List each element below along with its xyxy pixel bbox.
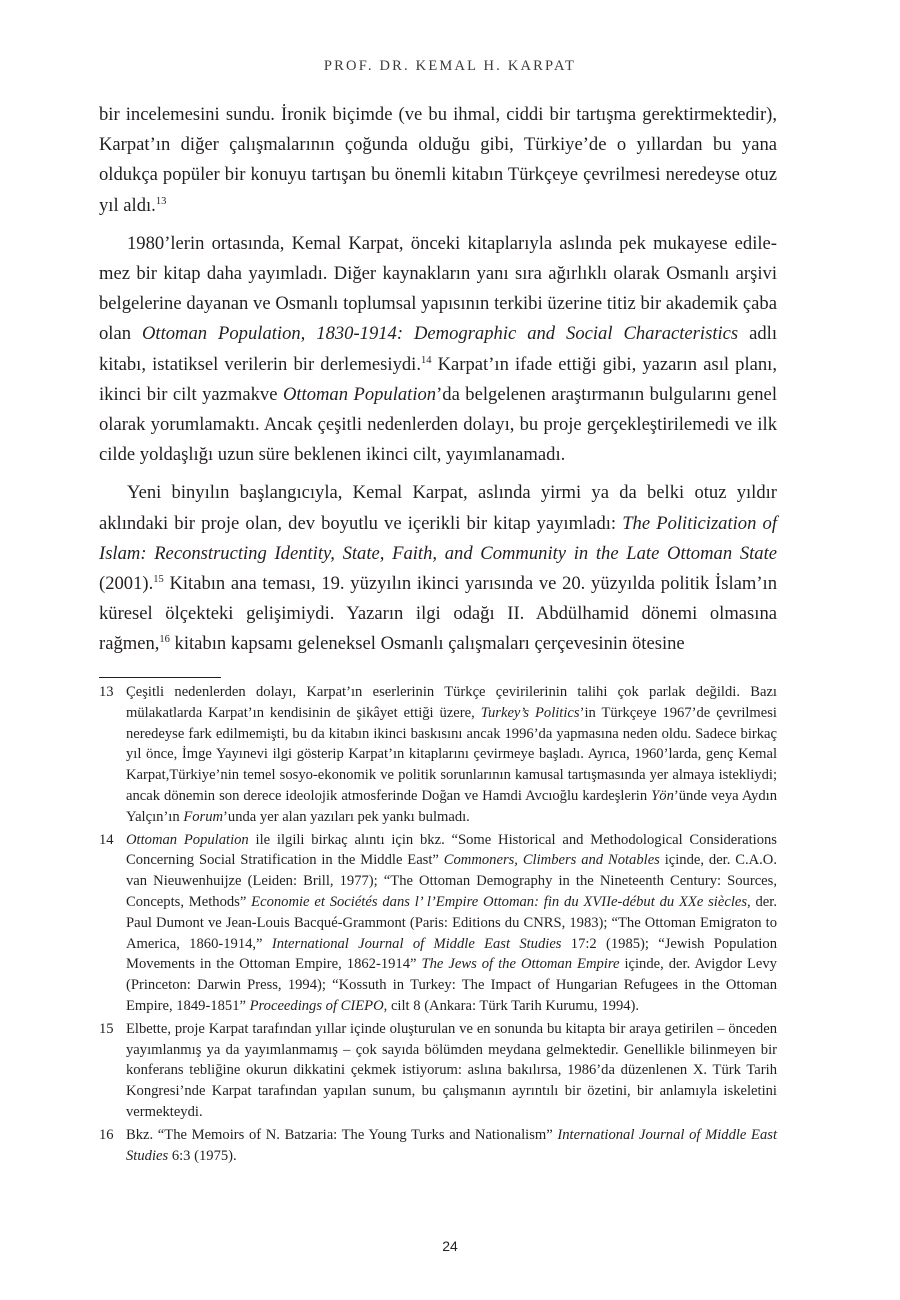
footnote-number: 14 [99, 831, 114, 848]
cited-title: International Journal of Middle East Studies [126, 1126, 778, 1164]
cited-title: Commoners, Climbers and Notables [443, 852, 660, 869]
paragraph-1 [99, 100, 777, 221]
footnote-segment: ’unda yer alan yazıları pek yankı bulmadı. [223, 808, 470, 825]
footnote-segment: Bkz. “The Memoirs of N. Batzaria: The Young Turks and Nationalism” [126, 1126, 558, 1143]
footnote-number: 16 [99, 1126, 114, 1143]
footnote-text: Elbette, proje Karpat tarafından yıllar içinde oluşturulan ve en sonunda bu kitapta bir araya getirilen – önceden yayımlanmış ya da yayımlanmamış – çok sayıda bölümden meydana gelmektedir. Genellikle bilinmeyen bir konferans tebliğine okurun dikkatini çekmek istiyorum: aslına bakılırsa, 1986’da düzenlenen X. Türk Tarih Kongresi’nde Karpat tarafından yapılan sunum, bu çalışmanın ayrıntılı bir özetini, bir anlamıyla iskeletini vermekteydi. [126, 1020, 777, 1120]
paragraph-3 [99, 478, 777, 659]
paragraph-text: Yeni binyılın başlangıcıyla, Kemal Karpat, aslında yirmi ya da belki otuz yıldır aklındaki bir proje olan, dev boyutlu ve içerikli bir kitap yayımladı: [99, 482, 777, 534]
footnote-separator [99, 677, 221, 678]
book-title: Ottoman Population, 1830-1914: Demographic and Social Characteristics [141, 323, 739, 345]
paragraph-2 [99, 229, 777, 471]
cited-title: Forum [183, 808, 224, 825]
book-title: The Politicization of Islam: Reconstructing Identity, State, Faith, and Community in the Late Ottoman State [99, 512, 777, 564]
page-number: 24 [442, 1238, 458, 1254]
footnote-16 [99, 1125, 777, 1167]
footnote-ref-15[interactable]: 15 [153, 574, 164, 586]
paragraph-text: bir incelemesini sundu. İronik biçimde (ve bu ihmal, ciddi bir tartışma gerektirmektedir), Karpat’ın diğer çalışmalarının çoğunda olduğu gibi, Türkiye’de o yıllardan bu yana oldukça popüler bir konuyu tartışan bu önemli kitabın Türkçeye çevrilmesi neredeyse otuz yıl aldı. [99, 104, 777, 216]
footnote-segment: içinde, der. Avigdor Levy (Princeton: Darwin Press, 1994); “Kossuth in Turkey: The Impact of Hungarian Refugees in the Ottoman Empire, 1849-1851” [126, 956, 777, 1014]
footnote-segment: 17:2 (1985); “Jewish Population Movements in the Ottoman Empire, 1862-1914” [126, 935, 777, 973]
running-head: PROF. DR. KEMAL H. KARPAT [323, 58, 577, 74]
footnote-segment: ile ilgili birkaç alıntı için bkz. “Some Historical and Methodological Considerations Concerning Social Stratification in the Middle East” [126, 831, 777, 869]
cited-title: Turkey’s Politics [480, 704, 580, 721]
footnote-segment: Çeşitli nedenlerden dolayı, Karpat’ın eserlerinin Türkçe çevirilerinin talihi çok parlak değildi. Bazı mülakatlarda Karpat’ın kendisinin de şikâyet ettiği üzere, [126, 684, 777, 721]
book-title: Ottoman Population [282, 383, 437, 405]
footnote-segment: , cilt 8 (Ankara: Türk Tarih Kurumu, 1994). [383, 997, 640, 1014]
footnote-text [126, 1125, 777, 1167]
footnote-segment: içinde, der. C.A.O. van Nieuwenhuijze (Leiden: Brill, 1977); “The Ottoman Demography in the Nineteenth Century: Sources, Concepts, Methods” [126, 852, 777, 910]
footnote-15 [99, 1019, 777, 1123]
footnote-number: 13 [99, 684, 114, 700]
paragraph-text: kitabın kapsamı geleneksel Osmanlı çalışmaları çerçevesinin ötesine [169, 633, 685, 655]
cited-title: Economie et Sociétés dans l’ l’Empire Ottoman: fin du XVIIe-début du XXe siècles [251, 893, 748, 910]
cited-title: Ottoman Population [126, 831, 249, 848]
footnote-number: 15 [99, 1020, 114, 1037]
footnote-14 [99, 830, 777, 1017]
cited-title: Yön [651, 787, 674, 804]
footnote-text [126, 682, 777, 828]
footnote-ref-13[interactable]: 13 [155, 195, 167, 207]
cited-title: Proceedings of CIEPO [249, 997, 384, 1014]
footnote-segment: ’ünde veya Aydın Yalçın’ın [126, 787, 777, 825]
footnote-13 [99, 682, 777, 828]
footnote-segment: ’in Türkçeye 1967’de çevrilmesi neredeyse fark edilmemişti, bu da kitabın ikinci baskısını ancak 1996’da yapmasına neden oldu. Sadece birkaç yıl önce, İmge Yayınevi ilgi gösterip Karpat’ın kitaplarını çevirmeye başladı. Ayrıca, 1960’larda, genç Kemal Karpat,Türkiye’nin temel sosyo-ekonomik ve politik sorunlarının kamusal tartışmasında yer almaya istekliydi; ancak dönemin son derece ideolojik atmosferinde Doğan ve Hamdi Avcıoğlu kardeşlerin [126, 704, 777, 804]
paragraph-text: (2001). [99, 573, 154, 595]
footnote-ref-14[interactable]: 14 [420, 354, 432, 366]
paragraph-text: 1980’lerin ortasında, Kemal Karpat, önceki kitaplarıyla aslında pek mukayese edilemez bir kitap daha yayımladı. Diğer kaynakların yanı sıra ağırlıklı olarak Osmanlı arşivi belgelerine dayanan ve Osmanlı toplumsal yapısının terkibi üzerine titiz bir akademik çaba olan [99, 232, 777, 345]
cited-title: International Journal of Middle East Studies [271, 935, 562, 952]
footnote-ref-16[interactable]: 16 [159, 634, 170, 646]
footnote-segment: , der. Paul Dumont ve Jean-Louis Bacqué-Grammont (Paris: Editions du CNRS, 1983); “The Ottoman Emigraton to America, 1860-1914,” [126, 893, 777, 952]
body-text [99, 100, 777, 660]
footnote-text [126, 830, 777, 1017]
paragraph-text: Kitabın ana teması, 19. yüzyılın ikinci yarısında ve 20. yüzyılda politik İslam’ın küresel ölçekteki gelişimiydi. Yazarın ilgi odağı II. Abdülhamid dönemi olmasına rağmen, [99, 573, 777, 655]
cited-title: The Jews of the Ottoman Empire [421, 956, 620, 973]
footnote-segment: 6:3 (1975). [168, 1147, 237, 1164]
paragraph-text: ’da belgelenen araştırmanın bulgularını genel olarak yorumlamaktı. Ancak çeşitli nedenlerden dolayı, bu proje gerçekleştirilemedi ve ilk cilde yoldaşlığı uzun süre beklenen ikinci cilt, yayımlanamadı. [99, 383, 777, 466]
paragraph-text: adlı kitabı, istatiksel verilerin bir derlemesiydi. [99, 323, 777, 375]
paragraph-text: Karpat’ın ifade ettiği gibi, yazarın asıl planı, ikinci bir cilt yazmakve [99, 353, 778, 405]
footnotes [99, 682, 777, 1168]
